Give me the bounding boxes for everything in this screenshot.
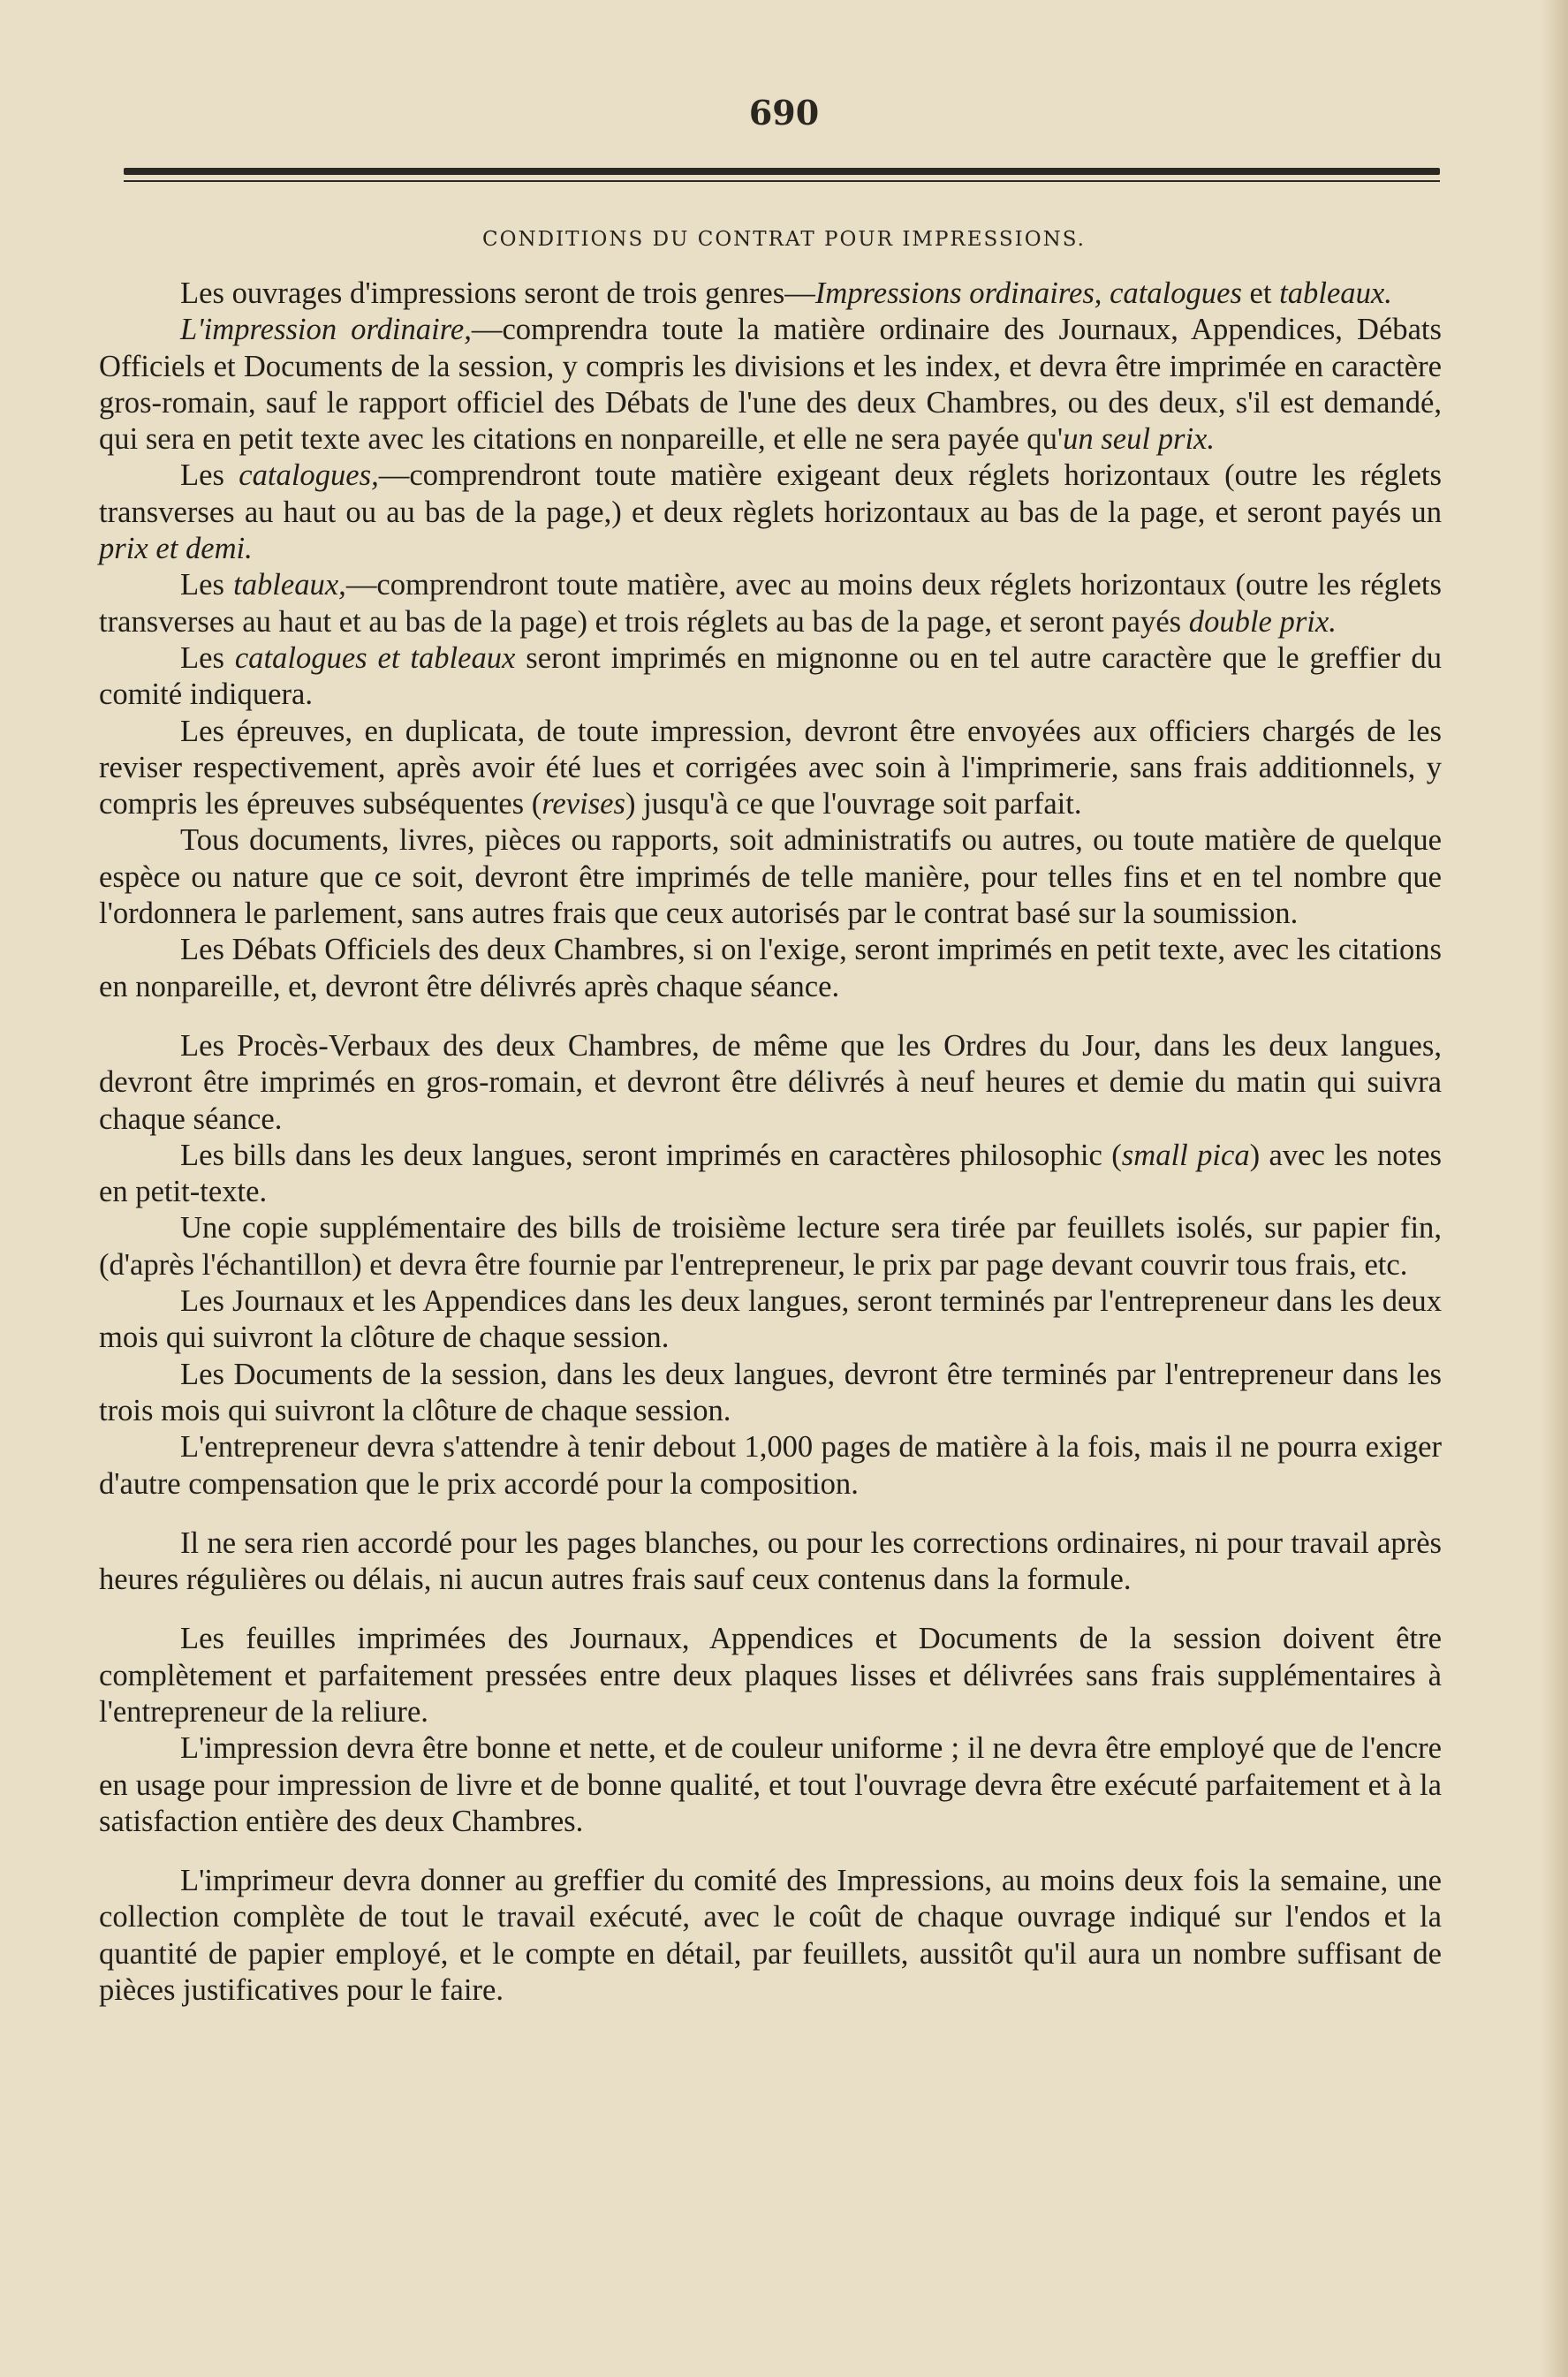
paragraph-text: Les bills dans les deux langues, seront imprimés en caractères philosophic ( <box>180 1138 1122 1172</box>
paragraph-text: L'entrepreneur devra s'attendre à tenir debout 1,000 pages de matière à la fois, mais il ne pourra exiger d'autre compensation que le prix accordé pour la composition. <box>99 1430 1442 1501</box>
paragraph-text: L'imprimeur devra donner au greffier du comité des Impressions, au moins deux fois la semaine, une collection complète de tout le travail exécuté, avec le coût de chaque ouvrage indiqué sur l'endos et la quantité de papier employé, et le compte en détail, par feuillets, aussitôt qu'il aura un nombre suffisant de pièces justificatives pour le faire. <box>99 1864 1442 2008</box>
italic-text: small pica <box>1121 1138 1250 1172</box>
paragraph-text: Les feuilles imprimées des Journaux, Appendices et Documents de la session doivent être complètement et parfaitement pressées entre deux plaques lisses et délivrées sans frais supplémentaires à l'entrepreneur de la reliure. <box>99 1622 1442 1729</box>
paragraph <box>99 312 1442 458</box>
paragraph-text: Les Documents de la session, dans les deux langues, devront être terminés par l'entrepreneur dans les trois mois qui suivront la clôture de chaque session. <box>99 1357 1442 1427</box>
italic-text: prix et demi. <box>99 532 253 566</box>
paragraph <box>99 714 1442 823</box>
paragraph <box>99 822 1442 932</box>
paragraph <box>99 1429 1442 1503</box>
italic-text: Impressions ordinaires, catalogues <box>814 276 1242 310</box>
page-number: 690 <box>748 93 820 132</box>
paragraph <box>99 1283 1442 1357</box>
paragraph <box>99 1863 1442 2009</box>
paragraph <box>99 1138 1442 1211</box>
paragraph-text: ) avec les notes en petit-texte. <box>99 1138 1442 1209</box>
page-edge-shadow <box>1541 0 1568 2377</box>
paragraph-text: seront imprimés en mignonne ou en tel autre caractère que le greffier du comité indiquera. <box>99 640 1442 712</box>
paragraph-text: Une copie supplémentaire des bills de troisième lecture sera tirée par feuillets isolés, sur papier fin, (d'après l'échantillon) et devra être fournie par l'entrepreneur, le prix par page devant couvrir tous frais, etc. <box>99 1211 1442 1282</box>
paragraph-text: Tous documents, livres, pièces ou rapports, soit administratifs ou autres, ou toute matière de quelque espèce ou nature que ce soit, devront être imprimés de telle manière, pour telles fins et en tel nombre que l'ordonnera le parlement, sans autres frais que ceux autorisés par le contrat basé sur la soumission. <box>99 823 1442 931</box>
paragraph <box>99 1210 1442 1283</box>
paragraph <box>99 1028 1442 1138</box>
paragraph-text: L'impression devra être bonne et nette, et de couleur uniforme ; il ne devra être employé que de l'encre en usage pour impression de livre et de bonne qualité, et tout l'ouvrage devra être exécuté parfaitement et à la satisfaction entière des deux Chambres. <box>99 1731 1442 1838</box>
paragraph <box>99 1730 1442 1840</box>
paragraph <box>99 1525 1442 1599</box>
paragraph <box>99 1357 1442 1430</box>
paragraph-text: Il ne sera rien accordé pour les pages blanches, ou pour les corrections ordinaires, ni pour travail après heures régulières ou délais, ni aucun autres frais sauf ceux contenus dans la formule. <box>99 1525 1442 1597</box>
paragraph-text: —comprendra toute la matière ordinaire des Journaux, Appendices, Débats Officiels et Documents de la session, y compris les divisions et les index, et devra être imprimée en caractère gros-romain, sauf le rapport officiel des Débats de l'une des deux Chambres, ou des deux, s'il est demandé, qui sera en petit texte avec les citations en nonpareille, et elle ne sera payée qu' <box>99 313 1442 457</box>
paragraph-text: Les <box>180 458 239 493</box>
section-heading: CONDITIONS DU CONTRAT POUR IMPRESSIONS. <box>482 228 1086 251</box>
paragraph-text: et <box>1241 276 1280 310</box>
italic-text: double prix. <box>1188 604 1337 639</box>
paragraph <box>99 1621 1442 1730</box>
italic-text: revises <box>542 787 625 821</box>
paragraph-text: ) jusqu'à ce que l'ouvrage soit parfait. <box>625 787 1082 821</box>
paragraph-text: Les <box>180 568 234 602</box>
paragraph-text: Les Débats Officiels des deux Chambres, si on l'exige, seront imprimés en petit texte, avec les citations en nonpareille, et, devront être délivrés après chaque séance. <box>99 933 1442 1003</box>
italic-text: L'impression ordinaire, <box>180 313 472 347</box>
italic-text: catalogues et tableaux <box>234 640 516 675</box>
italic-text: catalogues, <box>239 458 379 493</box>
paragraph <box>99 458 1442 567</box>
paragraph-text: —comprendront toute matière exigeant deux réglets horizontaux (outre les réglets transverses au haut ou au bas de la page,) et deux règlets horizontaux au bas de la page, et seront payés un <box>99 458 1442 529</box>
paragraph <box>99 276 1442 312</box>
italic-text: un seul prix. <box>1063 422 1216 457</box>
paragraph <box>99 640 1442 714</box>
paragraph-text: Les Journaux et les Appendices dans les deux langues, seront terminés par l'entrepreneur dans les deux mois qui suivront la clôture de chaque session. <box>99 1284 1442 1355</box>
paragraph-text: Les épreuves, en duplicata, de toute impression, devront être envoyées aux officiers chargés de les reviser respectivement, après avoir été lues et corrigées avec soin à l'imprimerie, sans frais additionnels, y compris les épreuves subséquentes ( <box>99 714 1442 821</box>
paragraph-text: —comprendront toute matière, avec au moins deux réglets horizontaux (outre les réglets transverses au haut et au bas de la page) et trois réglets au bas de la page, et seront payés <box>99 568 1442 639</box>
italic-text: tableaux. <box>1279 276 1392 310</box>
paragraph <box>99 932 1442 1005</box>
italic-text: tableaux, <box>233 568 346 602</box>
body-text <box>99 276 1442 2009</box>
header-rule <box>124 168 1440 182</box>
paragraph-text: Les Procès-Verbaux des deux Chambres, de même que les Ordres du Jour, dans les deux langues, devront être imprimés en gros-romain, et devront être délivrés à neuf heures et demie du matin qui suivra chaque séance. <box>99 1028 1442 1136</box>
paragraph-text: Les <box>180 640 235 675</box>
paragraph <box>99 567 1442 640</box>
paragraph-text: Les ouvrages d'impressions seront de trois genres— <box>180 276 815 310</box>
